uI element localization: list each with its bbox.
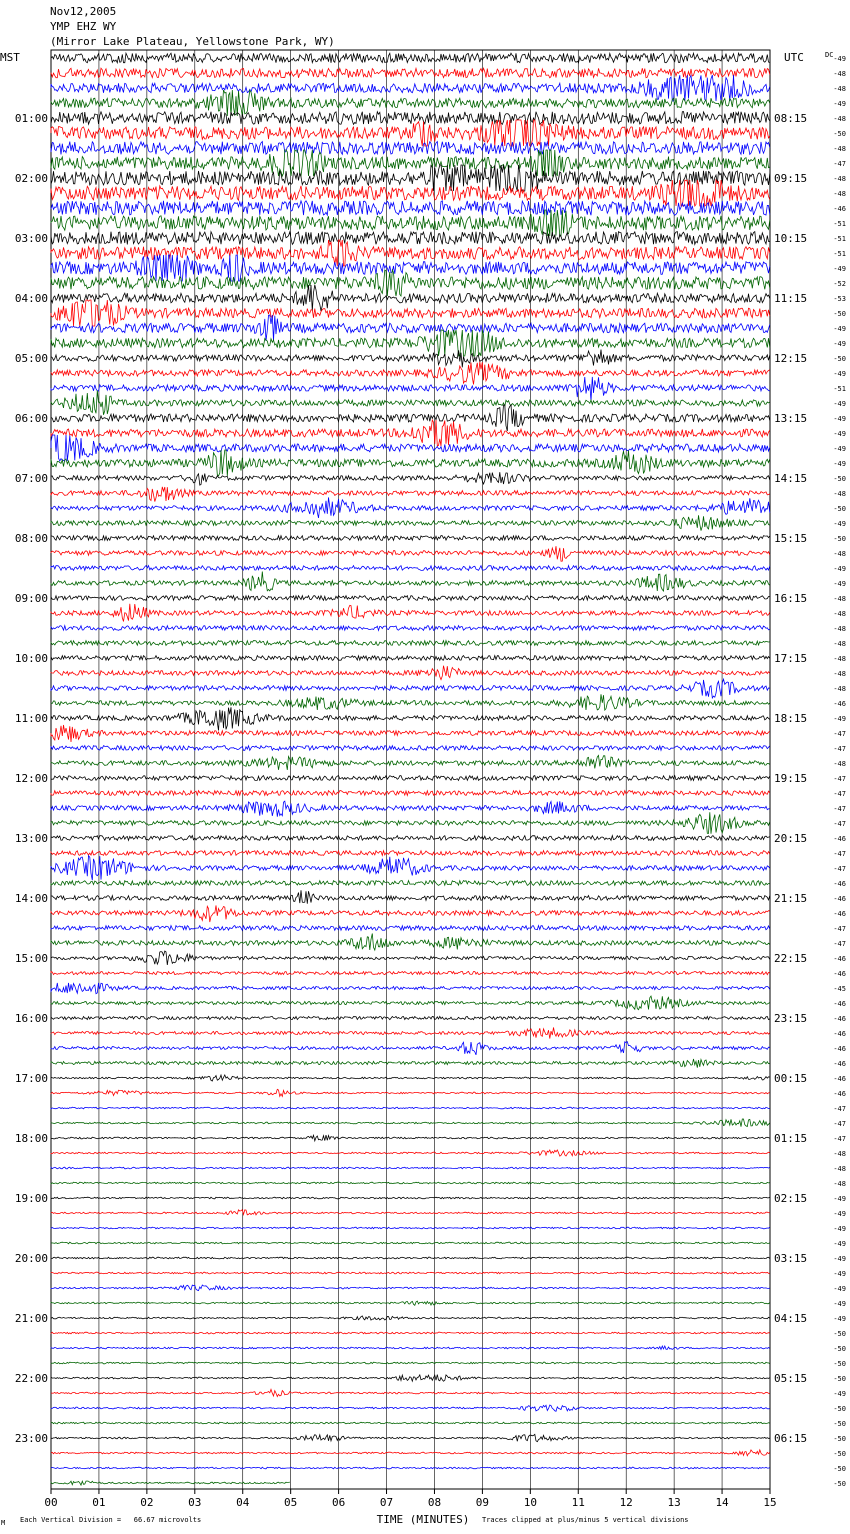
trace-row bbox=[51, 1405, 770, 1411]
trace-row bbox=[51, 300, 770, 326]
x-tick-label: 06 bbox=[331, 1496, 346, 1509]
mst-hour-label: 19:00 bbox=[14, 1192, 48, 1205]
trace-row bbox=[51, 1375, 770, 1382]
x-tick-label: 12 bbox=[619, 1496, 633, 1509]
dc-offset-label: -47 bbox=[833, 925, 846, 933]
x-tick-label: 09 bbox=[475, 1496, 490, 1509]
utc-hour-label: 04:15 bbox=[774, 1312, 808, 1325]
dc-offset-label: -48 bbox=[833, 685, 846, 693]
trace-row bbox=[51, 776, 770, 781]
station-code: YMP EHZ WY bbox=[50, 20, 117, 33]
dc-offset-label: -47 bbox=[833, 745, 846, 753]
x-tick-label: 02 bbox=[140, 1496, 154, 1509]
dc-offset-label: -50 bbox=[833, 535, 846, 543]
division-note: Each Vertical Division = 66.67 microvolts bbox=[20, 1516, 202, 1524]
dc-offset-label: -49 bbox=[833, 400, 846, 408]
mst-hour-label: 01:00 bbox=[14, 112, 48, 125]
utc-hour-label: 15:15 bbox=[774, 532, 808, 545]
trace-row bbox=[51, 450, 770, 476]
dc-offset-label: -46 bbox=[833, 970, 846, 978]
trace-row bbox=[51, 1089, 770, 1096]
trace-row bbox=[51, 755, 770, 770]
trace-row bbox=[51, 1028, 770, 1039]
trace-row bbox=[51, 112, 770, 125]
trace-row bbox=[51, 1107, 770, 1109]
utc-hour-label: 02:15 bbox=[774, 1192, 808, 1205]
trace-row bbox=[51, 1059, 770, 1068]
utc-hour-label: 06:15 bbox=[774, 1432, 808, 1445]
trace-row bbox=[51, 1301, 770, 1305]
dc-offset-label: -48 bbox=[833, 190, 846, 198]
dc-offset-label: -50 bbox=[833, 1345, 846, 1353]
trace-row bbox=[51, 142, 770, 155]
dc-offset-label: -49 bbox=[833, 460, 846, 468]
trace-row bbox=[51, 497, 770, 518]
trace-row bbox=[51, 679, 770, 698]
mst-hour-label: 16:00 bbox=[14, 1012, 48, 1025]
x-tick-label: 01 bbox=[92, 1496, 106, 1509]
dc-offset-label: -48 bbox=[833, 670, 846, 678]
dc-offset-label: -46 bbox=[833, 205, 846, 213]
trace-row bbox=[51, 232, 770, 245]
dc-offset-label: -47 bbox=[833, 865, 846, 873]
dc-offset-label: -47 bbox=[833, 160, 846, 168]
dc-offset-label: -46 bbox=[833, 1060, 846, 1068]
dc-offset-label: -49 bbox=[833, 520, 846, 528]
mst-hour-label: 13:00 bbox=[14, 832, 48, 845]
trace-row bbox=[51, 255, 770, 281]
utc-hour-label: 23:15 bbox=[774, 1012, 808, 1025]
dc-offset-label: -48 bbox=[833, 625, 846, 633]
trace-row bbox=[51, 1227, 770, 1229]
dc-offset-label: -51 bbox=[833, 385, 846, 393]
dc-offset-label: -50 bbox=[833, 1405, 846, 1413]
trace-row bbox=[51, 68, 770, 78]
trace-row bbox=[51, 1422, 770, 1424]
dc-offset-label: -48 bbox=[833, 655, 846, 663]
dc-offset-label: -45 bbox=[833, 985, 846, 993]
trace-row bbox=[51, 1434, 770, 1441]
trace-row bbox=[51, 725, 770, 742]
dc-offset-label: -49 bbox=[833, 715, 846, 723]
utc-hour-label: 11:15 bbox=[774, 292, 808, 305]
x-tick-label: 08 bbox=[427, 1496, 442, 1509]
dc-offset-label: -47 bbox=[833, 1120, 846, 1128]
utc-hour-label: 18:15 bbox=[774, 712, 808, 725]
trace-row bbox=[51, 934, 770, 951]
dc-offset-label: -47 bbox=[833, 850, 846, 858]
mst-hour-label: 23:00 bbox=[14, 1432, 48, 1445]
dc-offset-label: -50 bbox=[833, 310, 846, 318]
mst-hour-label: 18:00 bbox=[14, 1132, 48, 1145]
mst-hour-label: 10:00 bbox=[14, 652, 48, 665]
trace-row bbox=[51, 90, 770, 116]
dc-offset-label: -49 bbox=[833, 1195, 846, 1203]
x-tick-label: 10 bbox=[523, 1496, 537, 1509]
mst-hour-label: 03:00 bbox=[14, 232, 48, 245]
trace-row bbox=[51, 1150, 770, 1156]
trace-row bbox=[51, 791, 770, 796]
utc-hour-label: 21:15 bbox=[774, 892, 808, 905]
trace-row bbox=[51, 546, 770, 561]
trace-row bbox=[51, 905, 770, 922]
trace-row bbox=[51, 390, 770, 414]
mst-hour-label: 06:00 bbox=[14, 412, 48, 425]
dc-offset-label: -47 bbox=[833, 820, 846, 828]
dc-offset-label: -48 bbox=[833, 115, 846, 123]
dc-offset-label: -50 bbox=[833, 1450, 846, 1458]
dc-offset-label: -48 bbox=[833, 490, 846, 498]
dc-offset-label: -47 bbox=[833, 1105, 846, 1113]
trace-row bbox=[51, 694, 770, 710]
trace-row bbox=[51, 405, 770, 431]
trace-row bbox=[51, 1481, 290, 1485]
dc-offset-label: -49 bbox=[833, 325, 846, 333]
dc-offset-label: -46 bbox=[833, 1075, 846, 1083]
trace-row bbox=[51, 851, 770, 856]
dc-offset-label: -50 bbox=[833, 505, 846, 513]
dc-offset-label: -47 bbox=[833, 775, 846, 783]
mst-hour-label: 05:00 bbox=[14, 352, 48, 365]
dc-offset-label: -48 bbox=[833, 760, 846, 768]
trace-row bbox=[51, 572, 770, 592]
utc-hour-label: 19:15 bbox=[774, 772, 808, 785]
utc-hour-label: 00:15 bbox=[774, 1072, 808, 1085]
trace-row bbox=[51, 926, 770, 931]
x-tick-label: 04 bbox=[236, 1496, 250, 1509]
x-tick-label: 15 bbox=[763, 1496, 777, 1509]
dc-offset-label: -50 bbox=[833, 130, 846, 138]
corner-mark: M bbox=[1, 1519, 6, 1527]
dc-offset-label: -50 bbox=[833, 1480, 846, 1488]
trace-row bbox=[51, 472, 770, 485]
dc-offset-label: -48 bbox=[833, 1180, 846, 1188]
trace-row bbox=[51, 1467, 770, 1469]
trace-row bbox=[51, 801, 770, 817]
mst-hour-label: 12:00 bbox=[14, 772, 48, 785]
dc-offset-label: -50 bbox=[833, 1360, 846, 1368]
trace-row bbox=[51, 420, 770, 446]
dc-offset-label: -49 bbox=[833, 1255, 846, 1263]
dc-offset-label: -49 bbox=[833, 1300, 846, 1308]
dc-offset-label: -46 bbox=[833, 1015, 846, 1023]
trace-row bbox=[51, 666, 770, 680]
mst-hour-label: 22:00 bbox=[14, 1372, 48, 1385]
x-axis-title: TIME (MINUTES) bbox=[376, 1513, 470, 1526]
trace-row bbox=[51, 180, 770, 206]
dc-offset-label: -48 bbox=[833, 85, 846, 93]
dc-offset-label: -48 bbox=[833, 640, 846, 648]
dc-offset-label: -51 bbox=[833, 250, 846, 258]
mst-hour-label: 21:00 bbox=[14, 1312, 48, 1325]
utc-hour-label: 05:15 bbox=[774, 1372, 808, 1385]
dc-offset-label: -48 bbox=[833, 1165, 846, 1173]
trace-row bbox=[51, 1362, 770, 1364]
trace-row bbox=[51, 435, 770, 461]
trace-row bbox=[51, 1210, 770, 1215]
x-tick-label: 05 bbox=[284, 1496, 298, 1509]
dc-offset-label: -48 bbox=[833, 1150, 846, 1158]
trace-row bbox=[51, 641, 770, 646]
dc-offset-label: -49 bbox=[833, 430, 846, 438]
dc-offset-label: -49 bbox=[833, 1210, 846, 1218]
station-location: (Mirror Lake Plateau, Yellowstone Park, WY) bbox=[50, 35, 335, 48]
mst-hour-label: 07:00 bbox=[14, 472, 48, 485]
trace-row bbox=[51, 856, 770, 881]
utc-hour-label: 10:15 bbox=[774, 232, 808, 245]
dc-column-label: DC bbox=[825, 51, 834, 59]
utc-hour-label: 22:15 bbox=[774, 952, 808, 965]
dc-offset-label: -46 bbox=[833, 1030, 846, 1038]
mst-hour-label: 20:00 bbox=[14, 1252, 48, 1265]
trace-row bbox=[51, 1450, 770, 1456]
trace-row bbox=[51, 881, 770, 886]
trace-row bbox=[51, 812, 770, 833]
dc-offset-label: -47 bbox=[833, 940, 846, 948]
dc-offset-label: -47 bbox=[833, 730, 846, 738]
trace-row bbox=[51, 951, 770, 965]
x-tick-label: 13 bbox=[667, 1496, 681, 1509]
dc-offset-label: -50 bbox=[833, 1330, 846, 1338]
trace-row bbox=[51, 240, 770, 266]
utc-hour-label: 09:15 bbox=[774, 172, 808, 185]
utc-hour-label: 03:15 bbox=[774, 1252, 808, 1265]
dc-offset-label: -49 bbox=[833, 370, 846, 378]
dc-offset-label: -49 bbox=[833, 1390, 846, 1398]
dc-offset-label: -50 bbox=[833, 1375, 846, 1383]
trace-row bbox=[51, 746, 770, 751]
dc-offset-label: -51 bbox=[833, 220, 846, 228]
x-tick-label: 07 bbox=[379, 1496, 394, 1509]
trace-row bbox=[51, 1042, 770, 1055]
trace-row bbox=[51, 656, 770, 661]
trace-row bbox=[51, 350, 770, 368]
dc-offset-label: -50 bbox=[833, 1435, 846, 1443]
trace-row bbox=[51, 1257, 770, 1259]
trace-row bbox=[51, 1075, 770, 1081]
mst-hour-label: 17:00 bbox=[14, 1072, 48, 1085]
dc-offset-label: -49 bbox=[833, 415, 846, 423]
trace-row bbox=[51, 604, 770, 622]
trace-row bbox=[51, 1346, 770, 1349]
trace-row bbox=[51, 330, 770, 356]
dc-offset-label: -49 bbox=[833, 55, 846, 63]
utc-hour-label: 12:15 bbox=[774, 352, 808, 365]
utc-hour-label: 13:15 bbox=[774, 412, 808, 425]
trace-row bbox=[51, 971, 770, 974]
dc-offset-label: -48 bbox=[833, 145, 846, 153]
x-tick-label: 03 bbox=[188, 1496, 202, 1509]
mst-hour-label: 09:00 bbox=[14, 592, 48, 605]
dc-offset-label: -50 bbox=[833, 475, 846, 483]
dc-offset-label: -46 bbox=[833, 910, 846, 918]
trace-row bbox=[51, 626, 770, 631]
trace-row bbox=[51, 1272, 770, 1274]
mst-hour-label: 08:00 bbox=[14, 532, 48, 545]
dc-offset-label: -49 bbox=[833, 1315, 846, 1323]
trace-row bbox=[51, 596, 770, 601]
mst-hour-label: 04:00 bbox=[14, 292, 48, 305]
dc-offset-label: -49 bbox=[833, 1285, 846, 1293]
dc-offset-label: -49 bbox=[833, 340, 846, 348]
dc-offset-label: -46 bbox=[833, 1090, 846, 1098]
dc-offset-label: -49 bbox=[833, 1240, 846, 1248]
dc-offset-label: -49 bbox=[833, 580, 846, 588]
trace-row bbox=[51, 120, 770, 146]
trace-row bbox=[51, 1119, 770, 1127]
trace-row bbox=[51, 1332, 770, 1334]
trace-row bbox=[51, 1135, 770, 1141]
trace-row bbox=[51, 707, 770, 730]
trace-row bbox=[51, 1167, 770, 1169]
utc-hour-label: 01:15 bbox=[774, 1132, 808, 1145]
dc-offset-label: -53 bbox=[833, 295, 846, 303]
utc-hour-label: 16:15 bbox=[774, 592, 808, 605]
x-tick-label: 00 bbox=[44, 1496, 58, 1509]
dc-offset-label: -50 bbox=[833, 355, 846, 363]
dc-offset-label: -46 bbox=[833, 835, 846, 843]
trace-row bbox=[51, 515, 770, 530]
utc-hour-label: 17:15 bbox=[774, 652, 808, 665]
trace-row bbox=[51, 890, 770, 903]
dc-offset-label: -46 bbox=[833, 700, 846, 708]
trace-row bbox=[51, 315, 770, 341]
dc-offset-label: -46 bbox=[833, 895, 846, 903]
dc-offset-label: -49 bbox=[833, 565, 846, 573]
dc-offset-label: -48 bbox=[833, 610, 846, 618]
utc-hour-label: 20:15 bbox=[774, 832, 808, 845]
trace-row bbox=[51, 377, 770, 401]
trace-row bbox=[51, 1182, 770, 1184]
dc-offset-label: -49 bbox=[833, 1270, 846, 1278]
trace-row bbox=[51, 53, 770, 63]
trace-row bbox=[51, 1285, 770, 1291]
dc-offset-label: -48 bbox=[833, 70, 846, 78]
x-tick-label: 11 bbox=[571, 1496, 585, 1509]
trace-row bbox=[51, 1242, 770, 1244]
dc-offset-label: -47 bbox=[833, 805, 846, 813]
dc-offset-label: -47 bbox=[833, 790, 846, 798]
dc-offset-label: -47 bbox=[833, 1135, 846, 1143]
clip-note: Traces clipped at plus/minus 5 vertical divisions bbox=[482, 1516, 689, 1524]
dc-offset-label: -46 bbox=[833, 1000, 846, 1008]
trace-row bbox=[51, 1389, 770, 1396]
dc-offset-label: -49 bbox=[833, 100, 846, 108]
trace-row bbox=[51, 1197, 770, 1199]
dc-offset-label: -50 bbox=[833, 1465, 846, 1473]
trace-row bbox=[51, 285, 770, 311]
utc-hour-label: 08:15 bbox=[774, 112, 808, 125]
trace-row bbox=[51, 1316, 770, 1320]
dc-offset-label: -50 bbox=[833, 1420, 846, 1428]
utc-hour-label: 14:15 bbox=[774, 472, 808, 485]
dc-offset-label: -51 bbox=[833, 235, 846, 243]
trace-row bbox=[51, 210, 770, 236]
dc-offset-label: -48 bbox=[833, 550, 846, 558]
dc-offset-label: -48 bbox=[833, 175, 846, 183]
trace-row bbox=[51, 201, 770, 215]
dc-offset-label: -46 bbox=[833, 1045, 846, 1053]
trace-row bbox=[51, 487, 770, 502]
trace-row bbox=[51, 75, 770, 101]
dc-offset-label: -49 bbox=[833, 445, 846, 453]
dc-offset-label: -52 bbox=[833, 280, 846, 288]
dc-offset-label: -46 bbox=[833, 955, 846, 963]
mst-hour-label: 11:00 bbox=[14, 712, 48, 725]
trace-row bbox=[51, 996, 770, 1010]
trace-row bbox=[51, 1016, 770, 1019]
mst-hour-label: 14:00 bbox=[14, 892, 48, 905]
recording-date: Nov12,2005 bbox=[50, 5, 117, 18]
mst-hour-label: 02:00 bbox=[14, 172, 48, 185]
dc-offset-label: -49 bbox=[833, 265, 846, 273]
dc-offset-label: -48 bbox=[833, 595, 846, 603]
utc-axis-label: UTC bbox=[784, 51, 804, 64]
x-tick-label: 14 bbox=[715, 1496, 729, 1509]
trace-row bbox=[51, 566, 770, 571]
mst-axis-label: MST bbox=[0, 51, 20, 64]
trace-row bbox=[51, 836, 770, 841]
trace-row bbox=[51, 362, 770, 385]
mst-hour-label: 15:00 bbox=[14, 952, 48, 965]
trace-row bbox=[51, 983, 770, 994]
dc-offset-label: -46 bbox=[833, 880, 846, 888]
dc-offset-label: -49 bbox=[833, 1225, 846, 1233]
trace-row bbox=[51, 536, 770, 541]
